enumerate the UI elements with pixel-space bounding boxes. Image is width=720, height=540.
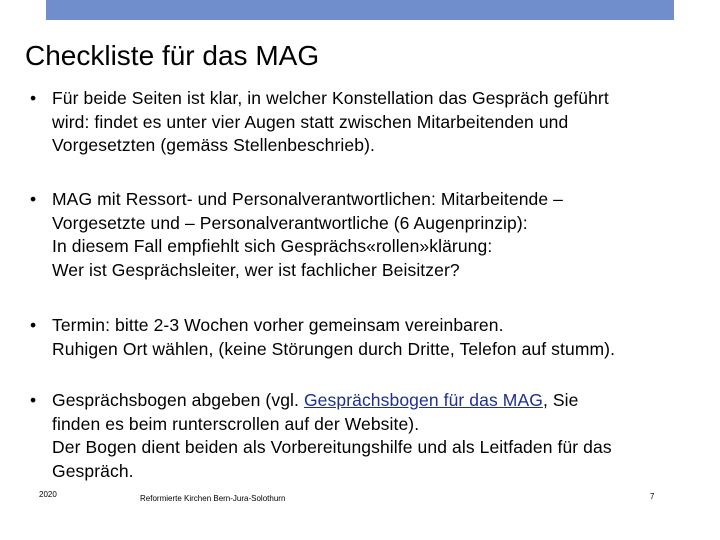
bullet-text-segment: , Sie	[542, 390, 579, 410]
bullet-text-segment: Gesprächsbogen abgeben (vgl.	[52, 390, 304, 410]
bullet-item-conversation-setting	[30, 87, 700, 158]
bullet-line: Termin: bitte 2-3 Wochen vorher gemeinsam vereinbaren.	[52, 315, 504, 335]
bullet-line-with-link	[52, 389, 700, 413]
bullet-line: finden es beim runterscrollen auf der Website).	[52, 413, 420, 434]
bullet-icon: •	[30, 315, 37, 335]
bullet-line: Der Bogen dient beiden als Vorbereitungshilfe und als Leitfaden für das	[52, 437, 612, 457]
bullet-text	[52, 188, 700, 282]
footer-page-number: 7	[650, 492, 655, 501]
bullet-item-appointment	[30, 314, 700, 361]
bullet-line: Vorgesetzten (gemäss Stellenbeschrieb).	[52, 135, 375, 155]
footer-year: 2020	[39, 490, 57, 499]
slide-title: Checkliste für das MAG	[25, 40, 320, 71]
bullet-line: MAG mit Ressort- und Personalverantwortlichen: Mitarbeitende –	[52, 189, 563, 209]
bullet-line: wird: findet es unter vier Augen statt zwischen Mitarbeitenden und	[52, 111, 569, 132]
conversation-form-link[interactable]: Gesprächsbogen für das MAG	[303, 390, 543, 410]
bullet-line: Vorgesetzte und – Personalverantwortliche (6 Augenprinzip):	[52, 212, 528, 233]
bullet-line: In diesem Fall empfiehlt sich Gesprächs«rollen»klärung:	[52, 236, 493, 256]
bullet-item-conversation-form	[30, 389, 700, 483]
bullet-text	[52, 87, 700, 158]
footer-organization: Reformierte Kirchen Bern-Jura-Solothurn	[140, 494, 286, 503]
bullet-line: Wer ist Gesprächsleiter, wer ist fachlicher Beisitzer?	[52, 259, 460, 280]
bullet-icon: •	[30, 390, 37, 410]
bullet-item-mag-roles	[30, 188, 700, 282]
bullet-icon: •	[30, 88, 37, 108]
bullet-line: Ruhigen Ort wählen, (keine Störungen durch Dritte, Telefon auf stumm).	[52, 338, 616, 359]
bullet-text	[52, 389, 700, 483]
bullet-line: Gespräch.	[52, 460, 134, 481]
bullet-line: Für beide Seiten ist klar, in welcher Konstellation das Gespräch geführt	[52, 88, 609, 108]
bullet-text	[52, 314, 700, 361]
bullet-icon: •	[30, 189, 37, 209]
header-accent-bar	[46, 0, 674, 20]
